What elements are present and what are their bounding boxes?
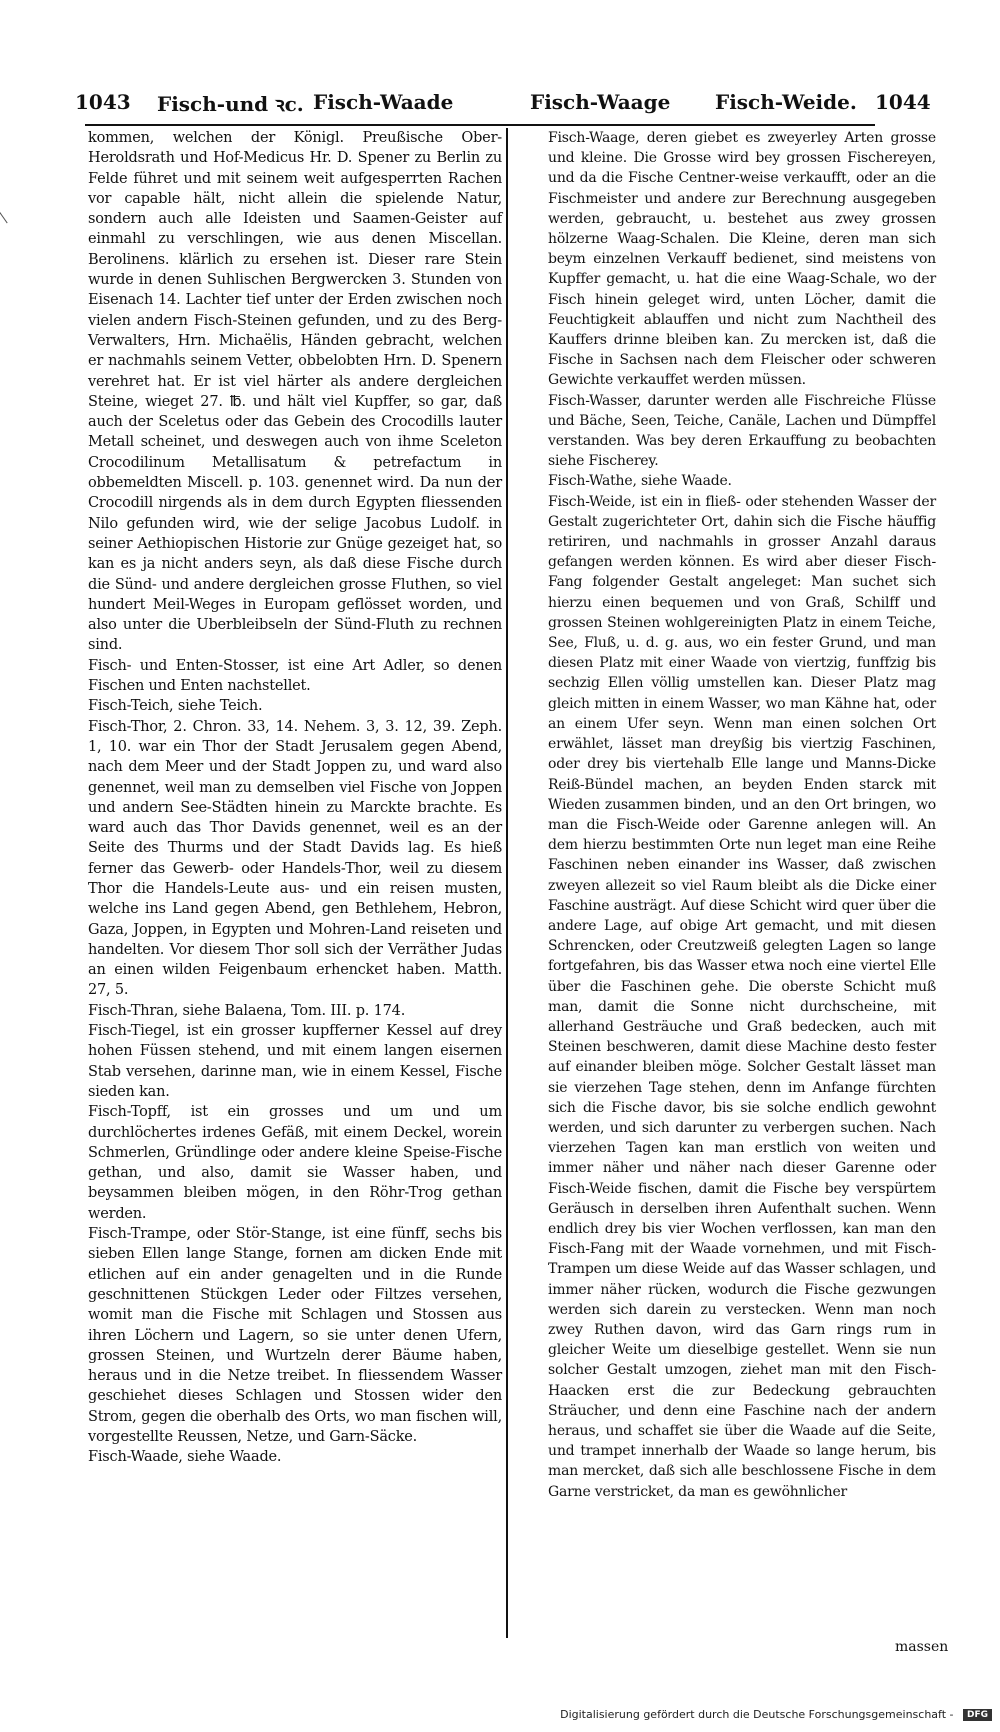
left-paragraph: Fisch-Trampe, oder Stör-Stange, ist eine fünff, sechs bis sieben Ellen lange Stange, fornen am dicken Ende mit etlichen auf ein ander genagelten und in die Runde geschnittenen Stückgen Leder oder Filtzes versehen, womit man die Fische mit Schlagen und Stossen aus ihren Löchern und Lagern, so sie unter denen Ufern, grossen Steinen, und Wurtzeln derer Bäume haben, heraus und in die Netze treibet. In fliessendem Wasser geschiehet dieses Schlagen und Stossen wider den Strom, gegen die oberhalb des Orts, wo man fischen will, vorgestellte Reussen, Netze, und Garn-Säcke. xyxy=(88,1226,502,1445)
margin-mark xyxy=(0,207,14,224)
page-number-right: 1044 xyxy=(875,90,931,114)
left-column xyxy=(88,128,502,1468)
catchword: massen xyxy=(895,1639,949,1655)
left-paragraph: Fisch-Waade, siehe Waade. xyxy=(88,1449,282,1466)
right-paragraph: Fisch-Weide, ist ein in fließ- oder stehenden Wasser der Gestalt zugerichteter Ort, dahin sich die Fische häuffig retiriren, und nachmahls in grosser Anzahl daraus gefangen werden können. Es wird aber dieser Fisch-Fang folgender Gestalt angeleget: Man suchet sich hierzu einen bequemen und von Graß, Schilff und grossen Steinen wohlgereinigten Platz in einem Teiche, See, Fluß, u. d. g. aus, wo ein fester Grund, und man diesen Platz mit einer Waade von viertzig, funffzig bis sechzig Ellen völlig umstellen kan. Dieser Platz mag gleich mitten in einem Wasser, wo man Kähne hat, oder an einem Ufer seyn. Wenn man einen solchen Ort erwählet, lässet man dreyßig bis viertzig Faschinen, oder drey bis viertehalb Elle lange und Manns-Dicke Reiß-Bündel machen, an beyden Enden starck mit Wieden zusammen binden, und an den Ort bringen, wo man die Fisch-Weide oder Garenne anlegen will. An dem hierzu bestimmten Orte nun leget man eine Reihe Faschinen neben einander ins Wasser, daß zwischen zweyen allezeit so viel Raum bleibt als die Dicke einer Faschine austrägt. Auf diese Schicht wird quer über die andere Lage, auf obige Art gemacht, und mit diesen Schrencken, oder Creutzweiß gelegten Lagen so lange fortgefahren, bis das Wasser etwa noch eine viertel Elle über die Faschinen gehe. Die oberste Schicht muß man, damit die Sonne nicht durchscheine, mit allerhand Gesträuche und Graß bedecken, auch mit Steinen beschweren, damit diese Machine desto fester auf einander bleiben möge. Solcher Gestalt lässet man sie vierzehen Tage stehen, denn im Anfange fürchten sich die Fische davor, bis sie solche endlich gewohnt werden, und sich darunter zu verbergen suchen. Nach vierzehen Tagen kan man erstlich von weiten und immer näher und näher nach dieser Garenne oder Fisch-Weide fischen, damit die Fische bey verspürtem Geräusch in derselben ihren Aufenthalt suchen. Wenn endlich drey bis vier Wochen verflossen, kan man den Fisch-Fang mit der Waade vornehmen, und mit Fisch-Trampen um diese Weide auf das Wasser schlagen, und immer näher rücken, wodurch die Fische gezwungen werden sich darein zu verstecken. Wenn man noch zwey Ruthen davon, wird das Garn rings rum in gleicher Weite um dieselbige gestellet. Wenn sie nun solcher Gestalt umzogen, ziehet man mit den Fisch-Haacken erst die zur Bedeckung gebrauchten Sträucher, und denn eine Faschine nach der andern heraus, und schaffet sie über die Waade auf die Seite, und trampet innerhalb der Waade so lange herum, bis man mercket, daß sich alle beschlossene Fische in dem Garne verstricket, da man es gewöhnlicher xyxy=(548,493,936,1500)
left-paragraph: kommen, welchen der Königl. Preußische Ober-Heroldsrath und Hof-Medicus Hr. D. Spener zu Berlin zu Felde führet und mit seinem weit aufgesperrten Rachen vor capable hält, nicht allein die spielende Natur, sondern auch alle Ideisten und Saamen-Geister auf einmahl zu verschlingen, wie aus denen Miscellan. Berolinens. klärlich zu ersehen ist. Dieser rare Stein wurde in denen Suhlischen Bergwercken 3. Stunden von Eisenach 14. Lachter tief unter der Erden zwischen noch vielen andern Fisch-Steinen gefunden, und zu des Berg-Verwalters, Hrn. Michaëlis, Händen gebracht, welchen er nachmahls seinem Vetter, obbelobten Hrn. D. Spenern verehret hat. Er ist viel härter als andere dergleichen Steine, wieget 27. ℔. und hält viel Kupffer, so gar, daß auch der Sceletus oder das Gebein des Crocodills lauter Metall scheinet, und deswegen auch von ihme Sceleton Crocodilinum Metallisatum & petrefactum in obbemeldten Miscell. p. 103. genennet wird. Da nun der Crocodill nirgends als in dem durch Egypten fliessenden Nilo gefunden wird, wie der selige Jacobus Ludolf. in seiner Aethiopischen Historie zur Gnüge gezeiget hat, so kan es ja nicht anders seyn, als daß diese Fische durch die Sünd- und andere dergleichen grosse Fluthen, so viel hundert Meil-Weges in Europam geflösset worden, und also unter die Uberbleibseln der Sünd-Fluth zu rechnen sind. xyxy=(88,130,502,654)
dfg-logo: DFG xyxy=(963,1709,992,1721)
left-paragraph: Fisch-Thor, 2. Chron. 33, 14. Nehem. 3, 3. 12, 39. Zeph. 1, 10. war ein Thor der Stadt Jerusalem gegen Abend, nach dem Meer und der Stadt Joppen zu, und ward also genennet, weil man zu demselben viel Fische von Joppen und andern See-Städten hinein zu Marckte brachte. Es ward auch das Thor Davids genennet, weil es an der Seite des Thurms und der Stadt Davids lag. Es hieß ferner das Gewerb- oder Handels-Thor, weil zu diesem Thor die Handels-Leute aus- und ein reisen musten, welche ins Land gegen Abend, gen Bethlehem, Hebron, Gaza, Joppen, in Egypten und Mohren-Land reiseten und handelten. Vor diesem Thor soll sich der Verräther Judas an einen wilden Feigenbaum erhencket haben. Matth. 27, 5. xyxy=(88,718,502,999)
right-column xyxy=(548,128,936,1502)
right-paragraph: Fisch-Wasser, darunter werden alle Fischreiche Flüsse und Bäche, Seen, Teiche, Canäle, Lachen und Dümpffel verstanden. Was bey deren Erkauffung zu beobachten siehe Fischerey. xyxy=(548,392,936,470)
left-paragraph: Fisch-Thran, siehe Balaena, Tom. III. p. 174. xyxy=(88,1002,406,1019)
left-paragraph: Fisch-Topff, ist ein grosses und um und um durchlöchertes irdenes Gefäß, mit einem Deckel, worein Schmerlen, Gründlinge oder andere kleine Speise-Fische gethan, und also, damit sie Wasser haben, und beysammen bleiben mögen, in den Röhr-Trog gethan werden. xyxy=(88,1104,502,1222)
column-divider xyxy=(506,128,508,1638)
running-head-left: Fisch-und ꝛc. xyxy=(157,92,304,116)
header-rule xyxy=(85,124,875,126)
page-number-left: 1043 xyxy=(75,90,131,114)
running-head-center-left: Fisch-Waade xyxy=(313,90,454,114)
running-head-center-right: Fisch-Waage xyxy=(530,90,671,114)
right-paragraph: Fisch-Wathe, siehe Waade. xyxy=(548,473,732,490)
running-head-right: Fisch-Weide. xyxy=(715,90,857,114)
right-paragraph: Fisch-Waage, deren giebet es zweyerley Arten grosse und kleine. Die Grosse wird bey grossen Fischereyen, und da die Fische Centner-weise verkaufft, oder an die Fischmeister und andere zur Berechnung ausgegeben werden, gebraucht, u. bestehet aus zwey grossen hölzerne Waag-Schalen. Die Kleine, deren man sich beym einzelnen Verkauff bedienet, sind meistens von Kupffer gemacht, u. hat die eine Waag-Schale, wo der Fisch hinein geleget wird, unten Löcher, damit die Feuchtigkeit ablauffen und nicht zum Nachtheil des Kauffers drinne bleiben kan. Zu mercken ist, daß die Fische in Sachsen nach dem Fleischer oder schweren Gewichte verkauffet werden müssen. xyxy=(548,130,936,389)
left-paragraph: Fisch-Teich, siehe Teich. xyxy=(88,698,263,715)
page-header xyxy=(75,90,935,122)
left-paragraph: Fisch-Tiegel, ist ein grosser kupfferner Kessel auf drey hohen Füssen stehend, und mit einem langen eisernen Stab versehen, darinne man, wie in einem Kessel, Fische sieden kan. xyxy=(88,1023,502,1100)
left-paragraph: Fisch- und Enten-Stosser, ist eine Art Adler, so denen Fischen und Enten nachstellet. xyxy=(88,657,502,695)
digitization-footer xyxy=(0,1708,992,1721)
footer-credit: Digitalisierung gefördert durch die Deutsche Forschungsgemeinschaft - xyxy=(560,1708,954,1721)
